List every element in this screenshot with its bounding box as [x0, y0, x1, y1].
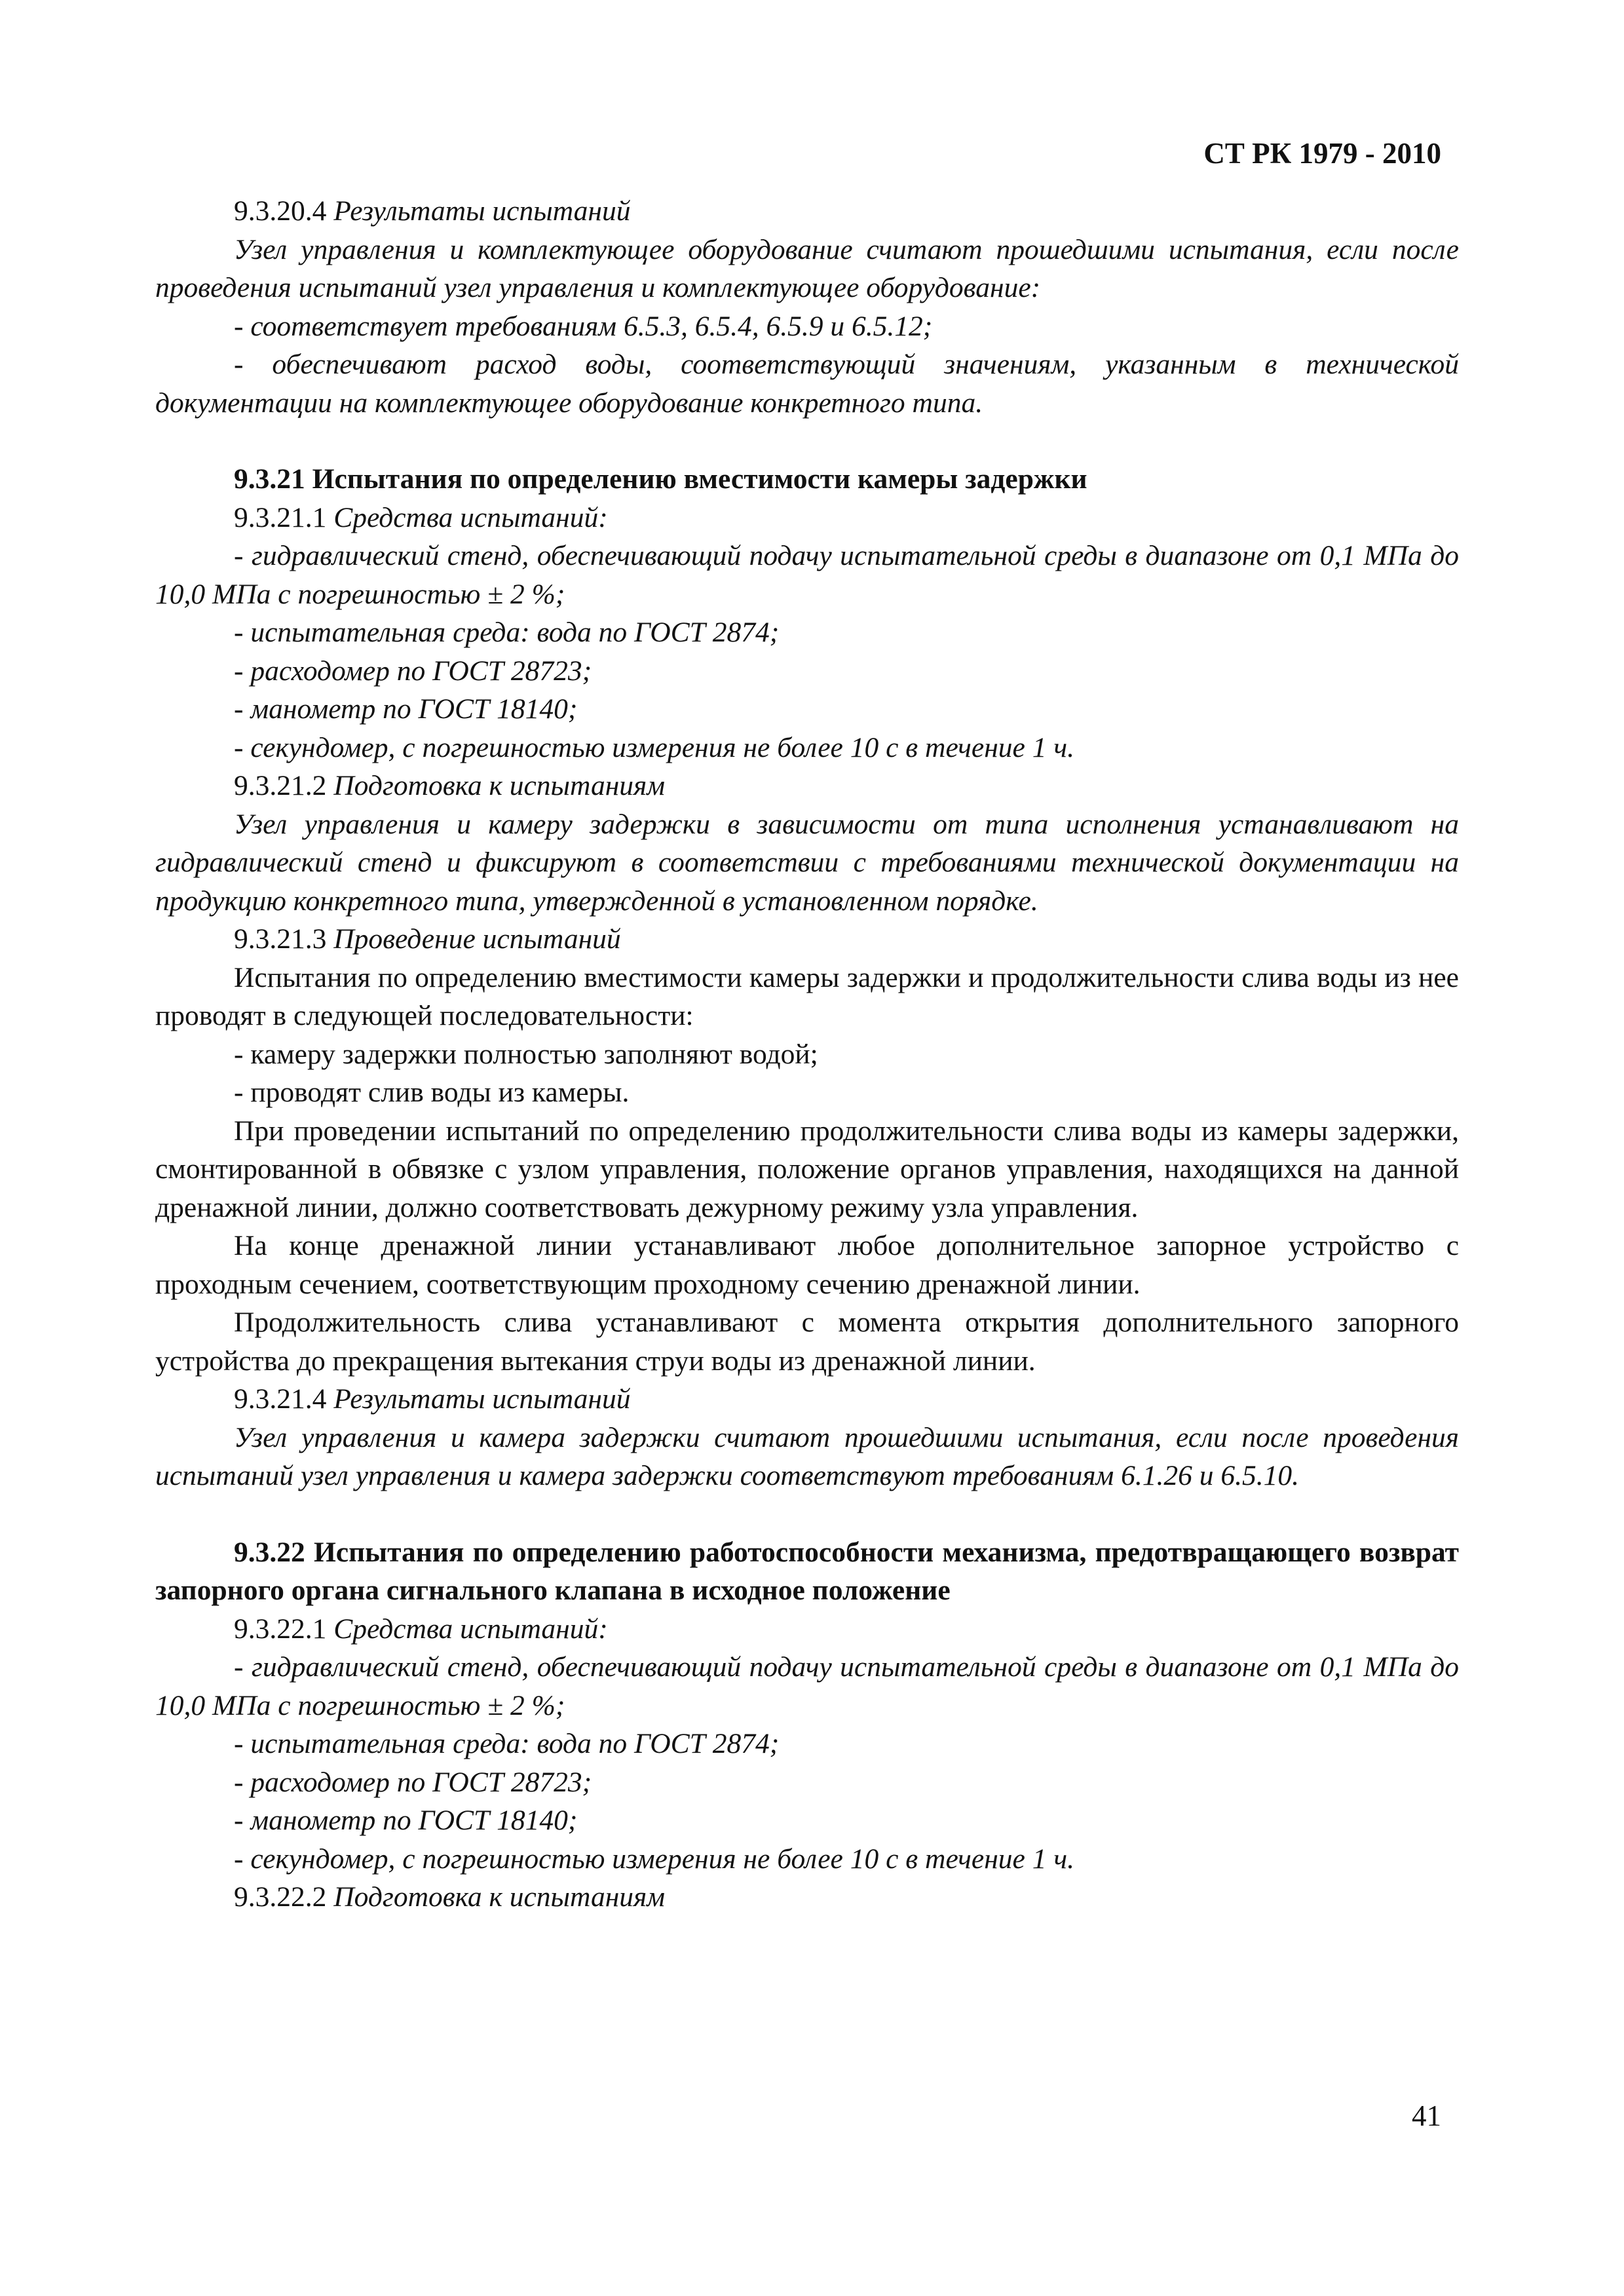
list-item: - гидравлический стенд, обеспечивающий подачу испытательной среды в диапазоне от 0,1 МПа до 10,0 МПа с погрешностью ± 2 %; — [155, 540, 1459, 610]
paragraph: При проведении испытаний по определению продолжительности слива воды из камеры задержки, смонтированной в обвязке с узлом управления, положение органов управления, находящихся на данной дренажной линии, должно соответствовать дежурному режиму узла управления. — [155, 1115, 1459, 1223]
subsection-title — [155, 1610, 1459, 1649]
subsection-title — [155, 499, 1459, 537]
list-item: - испытательная среда: вода по ГОСТ 2874; — [234, 617, 780, 648]
paragraph: Испытания по определению вместимости камеры задержки и продолжительности слива воды из нее проводят в следующей последовательности: — [155, 961, 1459, 1031]
subsection-title-text: Результаты испытаний — [333, 1383, 631, 1415]
subsection-title-text: Подготовка к испытаниям — [333, 1881, 666, 1913]
paragraph: Узел управления и камера задержки считают прошедшими испытания, если после проведения испытаний узел управления и камера задержки соответствуют требованиям 6.1.26 и 6.5.10. — [155, 1421, 1459, 1491]
list-item: - манометр по ГОСТ 18140; — [234, 1805, 578, 1836]
list-item: - камеру задержки полностью заполняют водой; — [234, 1038, 818, 1070]
list-item: - испытательная среда: вода по ГОСТ 2874; — [234, 1728, 780, 1759]
list-item: - секундомер, с погрешностью измерения не более 10 с в течение 1 ч. — [234, 1843, 1074, 1875]
list-item: - манометр по ГОСТ 18140; — [234, 693, 578, 725]
subsection-title-text: Результаты испытаний — [333, 195, 631, 227]
paragraph: Узел управления и комплектующее оборудование считают прошедшими испытания, если после проведения испытаний узел управления и комплектующее оборудование: — [155, 233, 1459, 303]
list-item: - гидравлический стенд, обеспечивающий подачу испытательной среды в диапазоне от 0,1 МПа до 10,0 МПа с погрешностью ± 2 %; — [155, 1651, 1459, 1721]
subsection-title-text: Средства испытаний: — [333, 501, 608, 533]
subsection-number: 9.3.20.4 — [234, 195, 327, 227]
subsection-number: 9.3.22.1 — [234, 1613, 327, 1645]
paragraph: Узел управления и камеру задержки в зависимости от типа исполнения устанавливают на гидравлический стенд и фиксируют в соответствии с требованиями технической документации на продукцию конкретного типа, утвержденной в установленном порядке. — [155, 808, 1459, 917]
list-item: - проводят слив воды из камеры. — [234, 1077, 630, 1108]
subsection-number: 9.3.21.4 — [234, 1383, 327, 1415]
subsection-number: 9.3.21.1 — [234, 501, 327, 533]
subsection-title — [155, 1380, 1459, 1419]
subsection-title-text: Проведение испытаний — [333, 923, 621, 955]
section-heading: 9.3.22 Испытания по определению работоспособности механизма, предотвращающего возврат запорного органа сигнального клапана в исходное положение — [155, 1536, 1459, 1606]
page-number: 41 — [1412, 2099, 1441, 2132]
list-item: - секундомер, с погрешностью измерения не более 10 с в течение 1 ч. — [234, 731, 1074, 763]
list-item: - обеспечивают расход воды, соответствующий значениям, указанным в технической документации на комплектующее оборудование конкретного типа. — [155, 349, 1459, 419]
subsection-title — [155, 192, 1459, 231]
list-item: - расходомер по ГОСТ 28723; — [234, 1766, 592, 1798]
subsection-number: 9.3.21.2 — [234, 770, 327, 801]
subsection-number: 9.3.21.3 — [234, 923, 327, 955]
subsection-title — [155, 1878, 1459, 1917]
subsection-title — [155, 767, 1459, 805]
list-item: - расходомер по ГОСТ 28723; — [234, 655, 592, 687]
section-heading: 9.3.21 Испытания по определению вместимости камеры задержки — [234, 463, 1087, 495]
subsection-number: 9.3.22.2 — [234, 1881, 327, 1913]
subsection-title-text: Подготовка к испытаниям — [333, 770, 666, 801]
document-header: СТ РК 1979 - 2010 — [1203, 137, 1441, 170]
subsection-title — [155, 920, 1459, 959]
document-body — [155, 192, 1459, 1917]
paragraph: На конце дренажной линии устанавливают любое дополнительное запорное устройство с проходным сечением, соответствующим проходному сечению дренажной линии. — [155, 1230, 1459, 1300]
list-item: - соответствует требованиям 6.5.3, 6.5.4, 6.5.9 и 6.5.12; — [234, 310, 933, 342]
paragraph: Продолжительность слива устанавливают с момента открытия дополнительного запорного устройства до прекращения вытекания струи воды из дренажной линии. — [155, 1307, 1459, 1377]
subsection-title-text: Средства испытаний: — [333, 1613, 608, 1645]
